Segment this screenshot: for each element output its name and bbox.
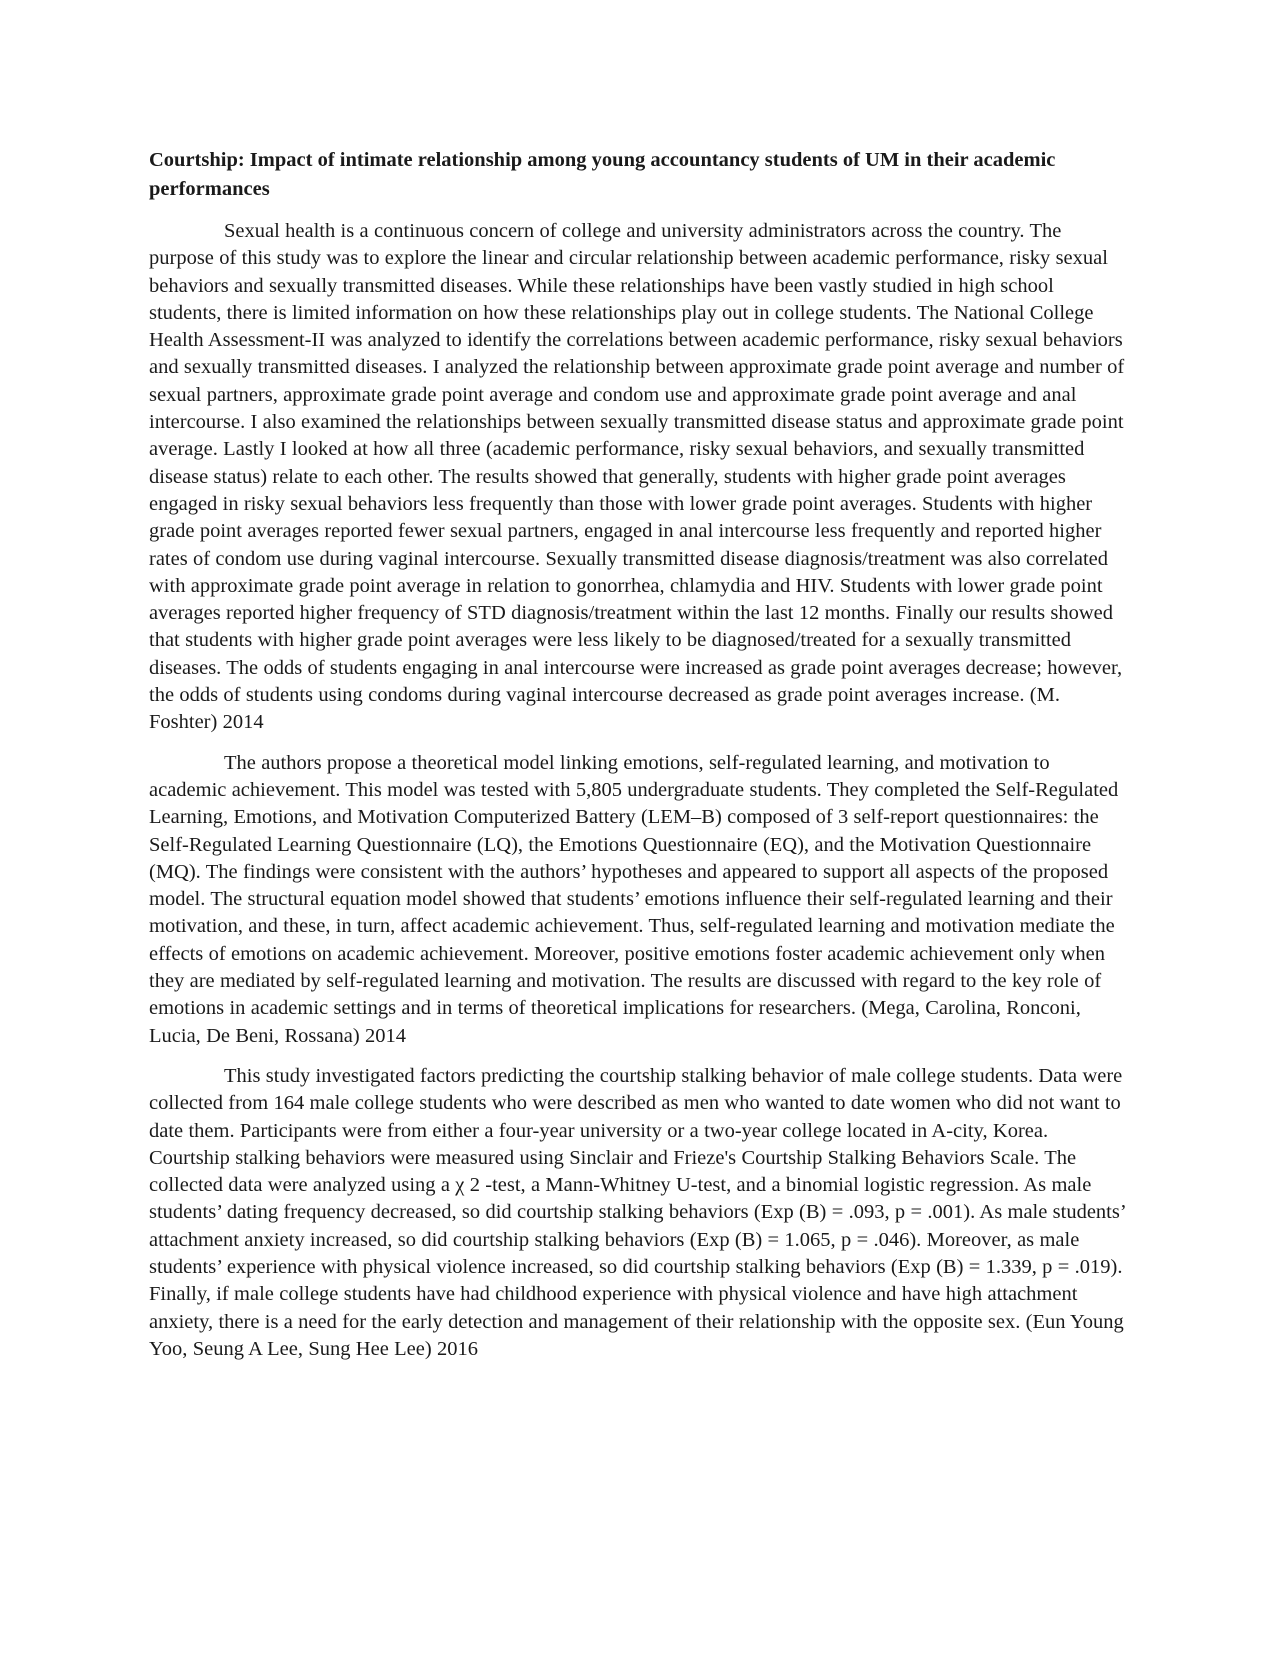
paragraph-emotions-model: The authors propose a theoretical model linking emotions, self-regulated learning, and motivation to academic achievement. This model was tested with 5,805 undergraduate students. They completed the Self-Regulated Learning, Emotions, and Motivation Computerized Battery (LEM–B) composed of 3 self-report questionnaires: the Self-Regulated Learning Questionnaire (LQ), the Emotions Questionnaire (EQ), and the Motivation Questionnaire (MQ). The findings were consistent with the authors’ hypotheses and appeared to support all aspects of the proposed model. The structural equation model showed that students’ emotions influence their self-regulated learning and their motivation, and these, in turn, affect academic achievement. Thus, self-regulated learning and motivation mediate the effects of emotions on academic achievement. Moreover, positive emotions foster academic achievement only when they are mediated by self-regulated learning and motivation. The results are discussed with regard to the key role of emotions in academic settings and in terms of theoretical implications for researchers. (Mega, Carolina, Ronconi, Lucia, De Beni, Rossana) 2014 (149, 751, 1119, 1047)
paragraph-sexual-health: Sexual health is a continuous concern of college and university administrators across the country. The purpose of this study was to explore the linear and circular relationship between academic performance, risky sexual behaviors and sexually transmitted diseases. While these relationships have been vastly studied in high school students, there is limited information on how these relationships play out in college students. The National College Health Assessment-II was analyzed to identify the correlations between academic performance, risky sexual behaviors and sexually transmitted diseases. I analyzed the relationship between approximate grade point average and number of sexual partners, approximate grade point average and condom use and approximate grade point average and anal intercourse. I also examined the relationships between sexually transmitted disease status and approximate grade point average. Lastly I looked at how all three (academic performance, risky sexual behaviors, and sexually transmitted disease status) relate to each other. The results showed that generally, students with higher grade point averages engaged in risky sexual behaviors less frequently than those with lower grade point averages. Students with higher grade point averages reported fewer sexual partners, engaged in anal intercourse less frequently and reported higher rates of condom use during vaginal intercourse. Sexually transmitted disease diagnosis/treatment was also correlated with approximate grade point average in relation to gonorrhea, chlamydia and HIV. Students with lower grade point averages reported higher frequency of STD diagnosis/treatment within the last 12 months. Finally our results showed that students with higher grade point averages were less likely to be diagnosed/treated for a sexually transmitted diseases. The odds of students engaging in anal intercourse were increased as grade point averages decrease; however, the odds of students using condoms during vaginal intercourse decreased as grade point averages increase. (M. Foshter) 2014 (149, 220, 1125, 734)
document-page (149, 146, 1131, 1376)
paragraph-courtship-stalking: This study investigated factors predicting the courtship stalking behavior of male college students. Data were collected from 164 male college students who were described as men who wanted to date women who did not want to date them. Participants were from either a four-year university or a two-year college located in A-city, Korea. Courtship stalking behaviors were measured using Sinclair and Frieze's Courtship Stalking Behaviors Scale. The collected data were analyzed using a χ 2 -test, a Mann-Whitney U-test, and a binomial logistic regression. As male students’ dating frequency decreased, so did courtship stalking behaviors (Exp (B) = .093, p = .001). As male students’ attachment anxiety increased, so did courtship stalking behaviors (Exp (B) = 1.065, p = .046). Moreover, as male students’ experience with physical violence increased, so did courtship stalking behaviors (Exp (B) = 1.339, p = .019). Finally, if male college students have had childhood experience with physical violence and have high attachment anxiety, there is a need for the early detection and management of their relationship with the opposite sex. (Eun Young Yoo, Seung A Lee, Sung Hee Lee) 2016 (149, 1064, 1126, 1360)
document-title: Courtship: Impact of intimate relationship among young accountancy students of UM in their academic performances (149, 149, 1056, 200)
